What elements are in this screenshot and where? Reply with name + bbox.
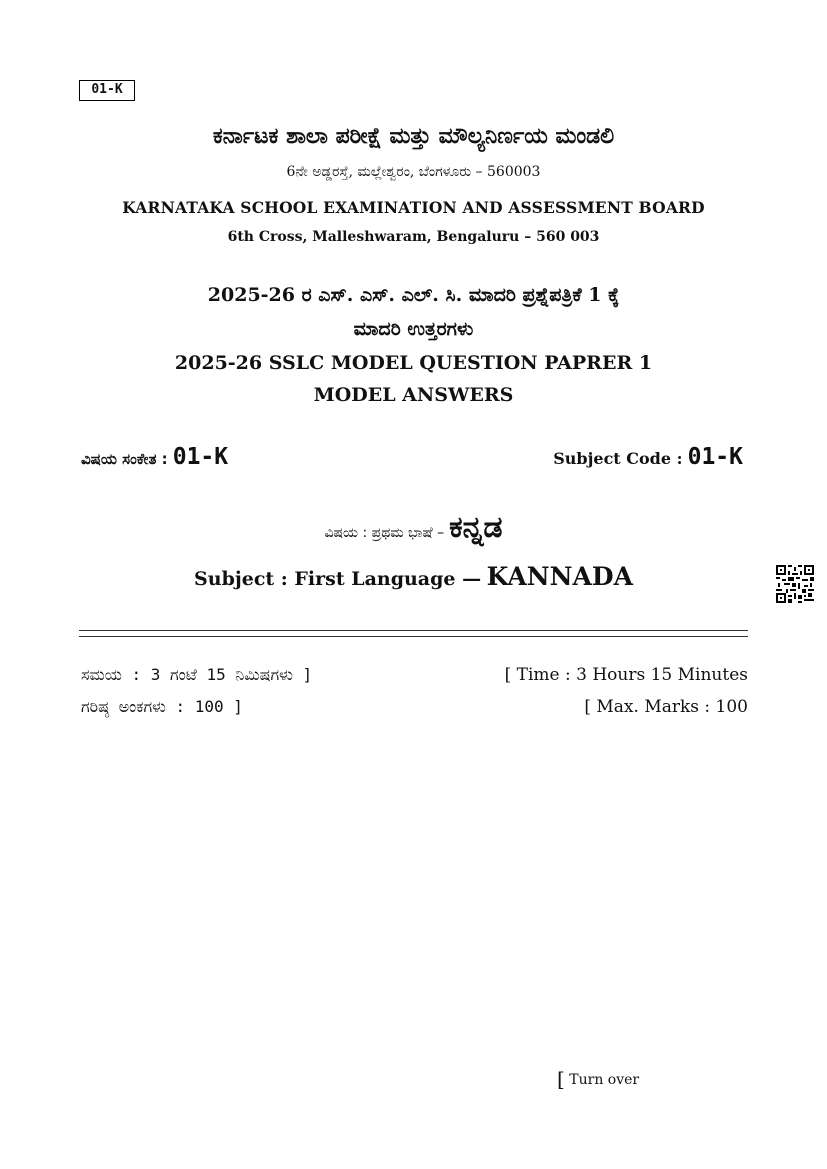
subject-code-kannada <box>81 444 228 470</box>
time-english: [ Time : 3 Hours 15 Minutes <box>504 665 748 685</box>
subject-label-english: Subject : First Language — <box>194 568 482 590</box>
board-address-kannada: 6ನೇ ಅಡ್ಡರಸ್ತೆ, ಮಲ್ಲೇಶ್ವರಂ, ಬೆಂಗಳೂರು – 560003 <box>286 164 541 180</box>
turn-over-bracket: [ <box>557 1067 565 1091</box>
paper-subtitle-english: MODEL ANSWERS <box>313 384 514 406</box>
time-kannada: ಸಮಯ : 3 ಗಂಟೆ 15 ನಿಮಿಷಗಳು ] <box>81 665 313 684</box>
divider-line <box>79 630 748 631</box>
subject-value-kannada: ಕನ್ನಡ <box>449 510 503 545</box>
board-address-english: 6th Cross, Malleshwaram, Bengaluru – 560 003 <box>227 229 600 245</box>
divider-line <box>79 636 748 637</box>
subject-label-kannada: ವಿಷಯ : ಪ್ರಥಮ ಭಾಷೆ – <box>324 525 445 541</box>
subject-english <box>0 562 827 591</box>
subject-value-english: KANNADA <box>486 562 633 591</box>
corner-subject-code: 01-K <box>79 80 135 101</box>
board-name-kannada: ಕರ್ನಾಟಕ ಶಾಲಾ ಪರೀಕ್ಷೆ ಮತ್ತು ಮೌಲ್ಯನಿರ್ಣಯ ಮಂಡಲಿ <box>212 124 615 149</box>
subject-code-value-kannada: 01-K <box>172 444 229 470</box>
paper-title-kannada: 2025-26 ರ ಎಸ್. ಎಸ್. ಎಲ್. ಸಿ. ಮಾದರಿ ಪ್ರಶ್ನೆಪತ್ರಿಕೆ 1 ಕ್ಕೆ <box>207 284 620 306</box>
subject-kannada <box>0 510 827 545</box>
paper-subtitle-kannada: ಮಾದರಿ ಉತ್ತರಗಳು <box>353 318 474 340</box>
subject-code-label-kannada: ವಿಷಯ ಸಂಕೇತ : <box>81 450 168 468</box>
max-marks-english: [ Max. Marks : 100 <box>584 697 748 717</box>
turn-over-note <box>557 1067 639 1091</box>
subject-code-english <box>553 444 743 470</box>
qr-code-icon <box>776 565 814 603</box>
board-name-english: KARNATAKA SCHOOL EXAMINATION AND ASSESSMENT BOARD <box>122 198 705 217</box>
max-marks-kannada: ಗರಿಷ್ಠ ಅಂಕಗಳು : 100 ] <box>81 697 243 716</box>
subject-code-value-english: 01-K <box>687 444 743 470</box>
paper-title-english: 2025-26 SSLC MODEL QUESTION PAPRER 1 <box>174 352 653 374</box>
turn-over-label: Turn over <box>569 1072 640 1088</box>
subject-code-label-english: Subject Code : <box>553 449 683 468</box>
